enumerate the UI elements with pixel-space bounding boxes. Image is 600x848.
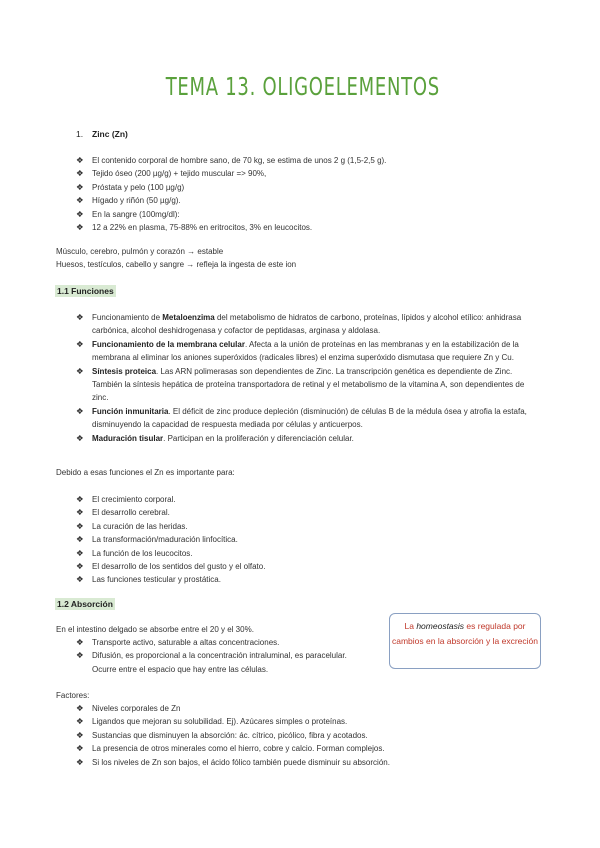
list-item — [76, 547, 506, 560]
diamond-bullet-icon: ❖ — [76, 574, 84, 585]
list-item-bold: Maduración tisular — [92, 433, 164, 443]
diamond-bullet-icon: ❖ — [76, 155, 84, 165]
list-item — [76, 311, 538, 338]
diamond-bullet-icon: ❖ — [76, 520, 84, 531]
diamond-bullet-icon: ❖ — [76, 650, 84, 661]
diamond-bullet-icon: ❖ — [76, 432, 84, 443]
list-item-text: Si los niveles de Zn son bajos, el ácido fólico también puede disminuir su absorción. — [92, 757, 390, 767]
diamond-bullet-icon: ❖ — [76, 168, 84, 179]
diamond-bullet-icon: ❖ — [76, 405, 84, 416]
list-item — [76, 338, 538, 365]
diamond-bullet-icon: ❖ — [76, 703, 84, 713]
list-item — [76, 729, 516, 742]
list-item — [76, 493, 506, 506]
absorption-bullet-list — [76, 636, 366, 676]
importance-bullet-list — [76, 493, 506, 587]
diamond-bullet-icon: ❖ — [76, 547, 84, 558]
list-item-text: El desarrollo cerebral. — [92, 508, 170, 518]
diamond-bullet-icon: ❖ — [76, 312, 84, 322]
list-item-text: Transporte activo, saturable a altas concentraciones. — [92, 638, 280, 647]
zinc-heading — [76, 129, 128, 139]
diamond-bullet-icon: ❖ — [76, 507, 84, 518]
list-item-text: Próstata y pelo (100 µg/g) — [92, 182, 185, 192]
diamond-bullet-icon: ❖ — [76, 195, 84, 206]
list-item — [76, 167, 496, 180]
diamond-bullet-icon: ❖ — [76, 365, 84, 376]
diamond-bullet-icon: ❖ — [76, 534, 84, 545]
section-functions: 1.1 Funciones — [57, 286, 114, 296]
list-item-text: Ligandos que mejoran su solubilidad. Ej). Azúcares simples o proteínas. — [92, 717, 348, 727]
diamond-bullet-icon: ❖ — [76, 181, 84, 192]
list-item — [76, 533, 506, 546]
list-item — [76, 573, 506, 586]
list-item-text: Tejido óseo (200 µg/g) + tejido muscular => 90%, — [92, 169, 267, 179]
homeostasis-callout: La homeostasis es regulada por cambios en la absorción y la excreción — [389, 613, 541, 669]
factors-label: Factores: — [56, 691, 90, 700]
importance-intro: Debido a esas funciones el Zn es importante para: — [56, 468, 235, 477]
diamond-bullet-icon: ❖ — [76, 222, 84, 233]
distribution-notes — [56, 245, 556, 272]
diamond-bullet-icon: ❖ — [76, 494, 84, 504]
list-item-text: Hígado y riñón (50 µg/g). — [92, 196, 181, 206]
section-absorption: 1.2 Absorción — [57, 599, 113, 609]
function-bullet-list — [76, 311, 538, 445]
diamond-bullet-icon: ❖ — [76, 743, 84, 754]
distribution-line: Huesos, testículos, cabello y sangre → refleja la ingesta de este ion — [56, 260, 297, 270]
list-item-bold: Síntesis proteica — [92, 366, 157, 376]
list-item-text: El crecimiento corporal. — [92, 495, 176, 504]
list-item — [76, 154, 496, 167]
list-item — [76, 560, 506, 573]
list-item — [76, 756, 516, 769]
list-item — [76, 365, 538, 405]
diamond-bullet-icon: ❖ — [76, 716, 84, 727]
list-item-bold: Funcionamiento de la membrana celular — [92, 339, 245, 349]
list-item-text: Sustancias que disminuyen la absorción: ác. cítrico, picólico, fibra y acotados. — [92, 730, 368, 740]
list-item-bold: Función inmunitaria — [92, 406, 169, 416]
list-item — [76, 520, 506, 533]
list-item-text: . Las ARN polimerasas son dependientes de Zinc. La transcripción genética es dependiente de Zinc. También la síntesis hepática de proteína transportadora de retinal y el metabolismo de la vitamina A, son dependientes de zinc. — [92, 366, 525, 403]
list-item — [76, 221, 496, 234]
list-item — [76, 405, 538, 432]
heading-number: 1. — [76, 129, 84, 139]
list-item-text: La función de los leucocitos. — [92, 548, 193, 558]
list-item — [76, 194, 496, 207]
diamond-bullet-icon: ❖ — [76, 561, 84, 572]
distribution-line: Músculo, cerebro, pulmón y corazón → estable — [56, 247, 224, 256]
list-item-text: La curación de las heridas. — [92, 521, 188, 531]
list-item-text: . Afecta a la unión de proteínas en las membranas y en la estabilización de la membrana al eliminar los aniones superóxidos (radicales libres) el enzima superóxido dismutasa que requiere Zn y Cu. — [92, 339, 519, 363]
list-item-text: Niveles corporales de Zn — [92, 704, 181, 713]
heading-label: Zinc (Zn) — [92, 129, 128, 139]
callout-emphasis: homeostasis — [416, 621, 465, 631]
list-item — [76, 208, 496, 221]
diamond-bullet-icon: ❖ — [76, 729, 84, 740]
list-item-text: 12 a 22% en plasma, 75-88% en eritrocitos, 3% en leucocitos. — [92, 223, 313, 233]
list-item — [76, 636, 366, 649]
absorption-intro: En el intestino delgado se absorbe entre el 20 y el 30%. — [56, 625, 254, 634]
list-item-text: En la sangre (100mg/dl): — [92, 209, 180, 219]
list-item — [76, 432, 538, 445]
list-item-text: . Participan en la proliferación y diferenciación celular. — [163, 433, 354, 443]
list-item — [76, 506, 506, 519]
intro-bullet-list — [76, 154, 496, 234]
diamond-bullet-icon: ❖ — [76, 208, 84, 219]
list-item-text: La transformación/maduración linfocítica. — [92, 535, 238, 545]
list-item-text: El desarrollo de los sentidos del gusto y el olfato. — [92, 562, 266, 572]
list-item — [76, 742, 516, 755]
list-item-text: Funcionamiento de — [92, 313, 163, 322]
list-item — [76, 181, 496, 194]
diamond-bullet-icon: ❖ — [76, 637, 84, 647]
list-item-bold: Metaloenzima — [162, 313, 215, 322]
factor-bullet-list — [76, 702, 516, 769]
diamond-bullet-icon: ❖ — [76, 338, 84, 349]
list-item — [76, 702, 516, 715]
list-item-text: Difusión, es proporcional a la concentración intraluminal, es paracelular. Ocurre entre el espacio que hay entre las células. — [92, 651, 347, 674]
list-item-text: Las funciones testicular y prostática. — [92, 575, 221, 585]
list-item-text: La presencia de otros minerales como el hierro, cobre y calcio. Forman complejos. — [92, 744, 385, 754]
page-title: TEMA 13. OLIGOELEMENTOS — [165, 72, 440, 101]
diamond-bullet-icon: ❖ — [76, 756, 84, 767]
list-item-text: . El déficit de zinc produce depleción (disminución) de células B de la médula ósea y atrofia la estafa, disminuyendo la capacidad de respuesta mediada por células y anticuerpos. — [92, 406, 527, 430]
list-item-text: del metabolismo de hidratos de carbono, proteínas, lípidos y alcohol etílico: anhidrasa carbónica, alcohol deshidrogenasa y cofactor de peptidasas, arginasa y aldolasa. — [92, 313, 522, 336]
list-item — [76, 715, 516, 728]
list-item-text: El contenido corporal de hombre sano, de 70 kg, se estima de unos 2 g (1,5-2,5 g). — [92, 156, 387, 165]
list-item — [76, 649, 366, 676]
